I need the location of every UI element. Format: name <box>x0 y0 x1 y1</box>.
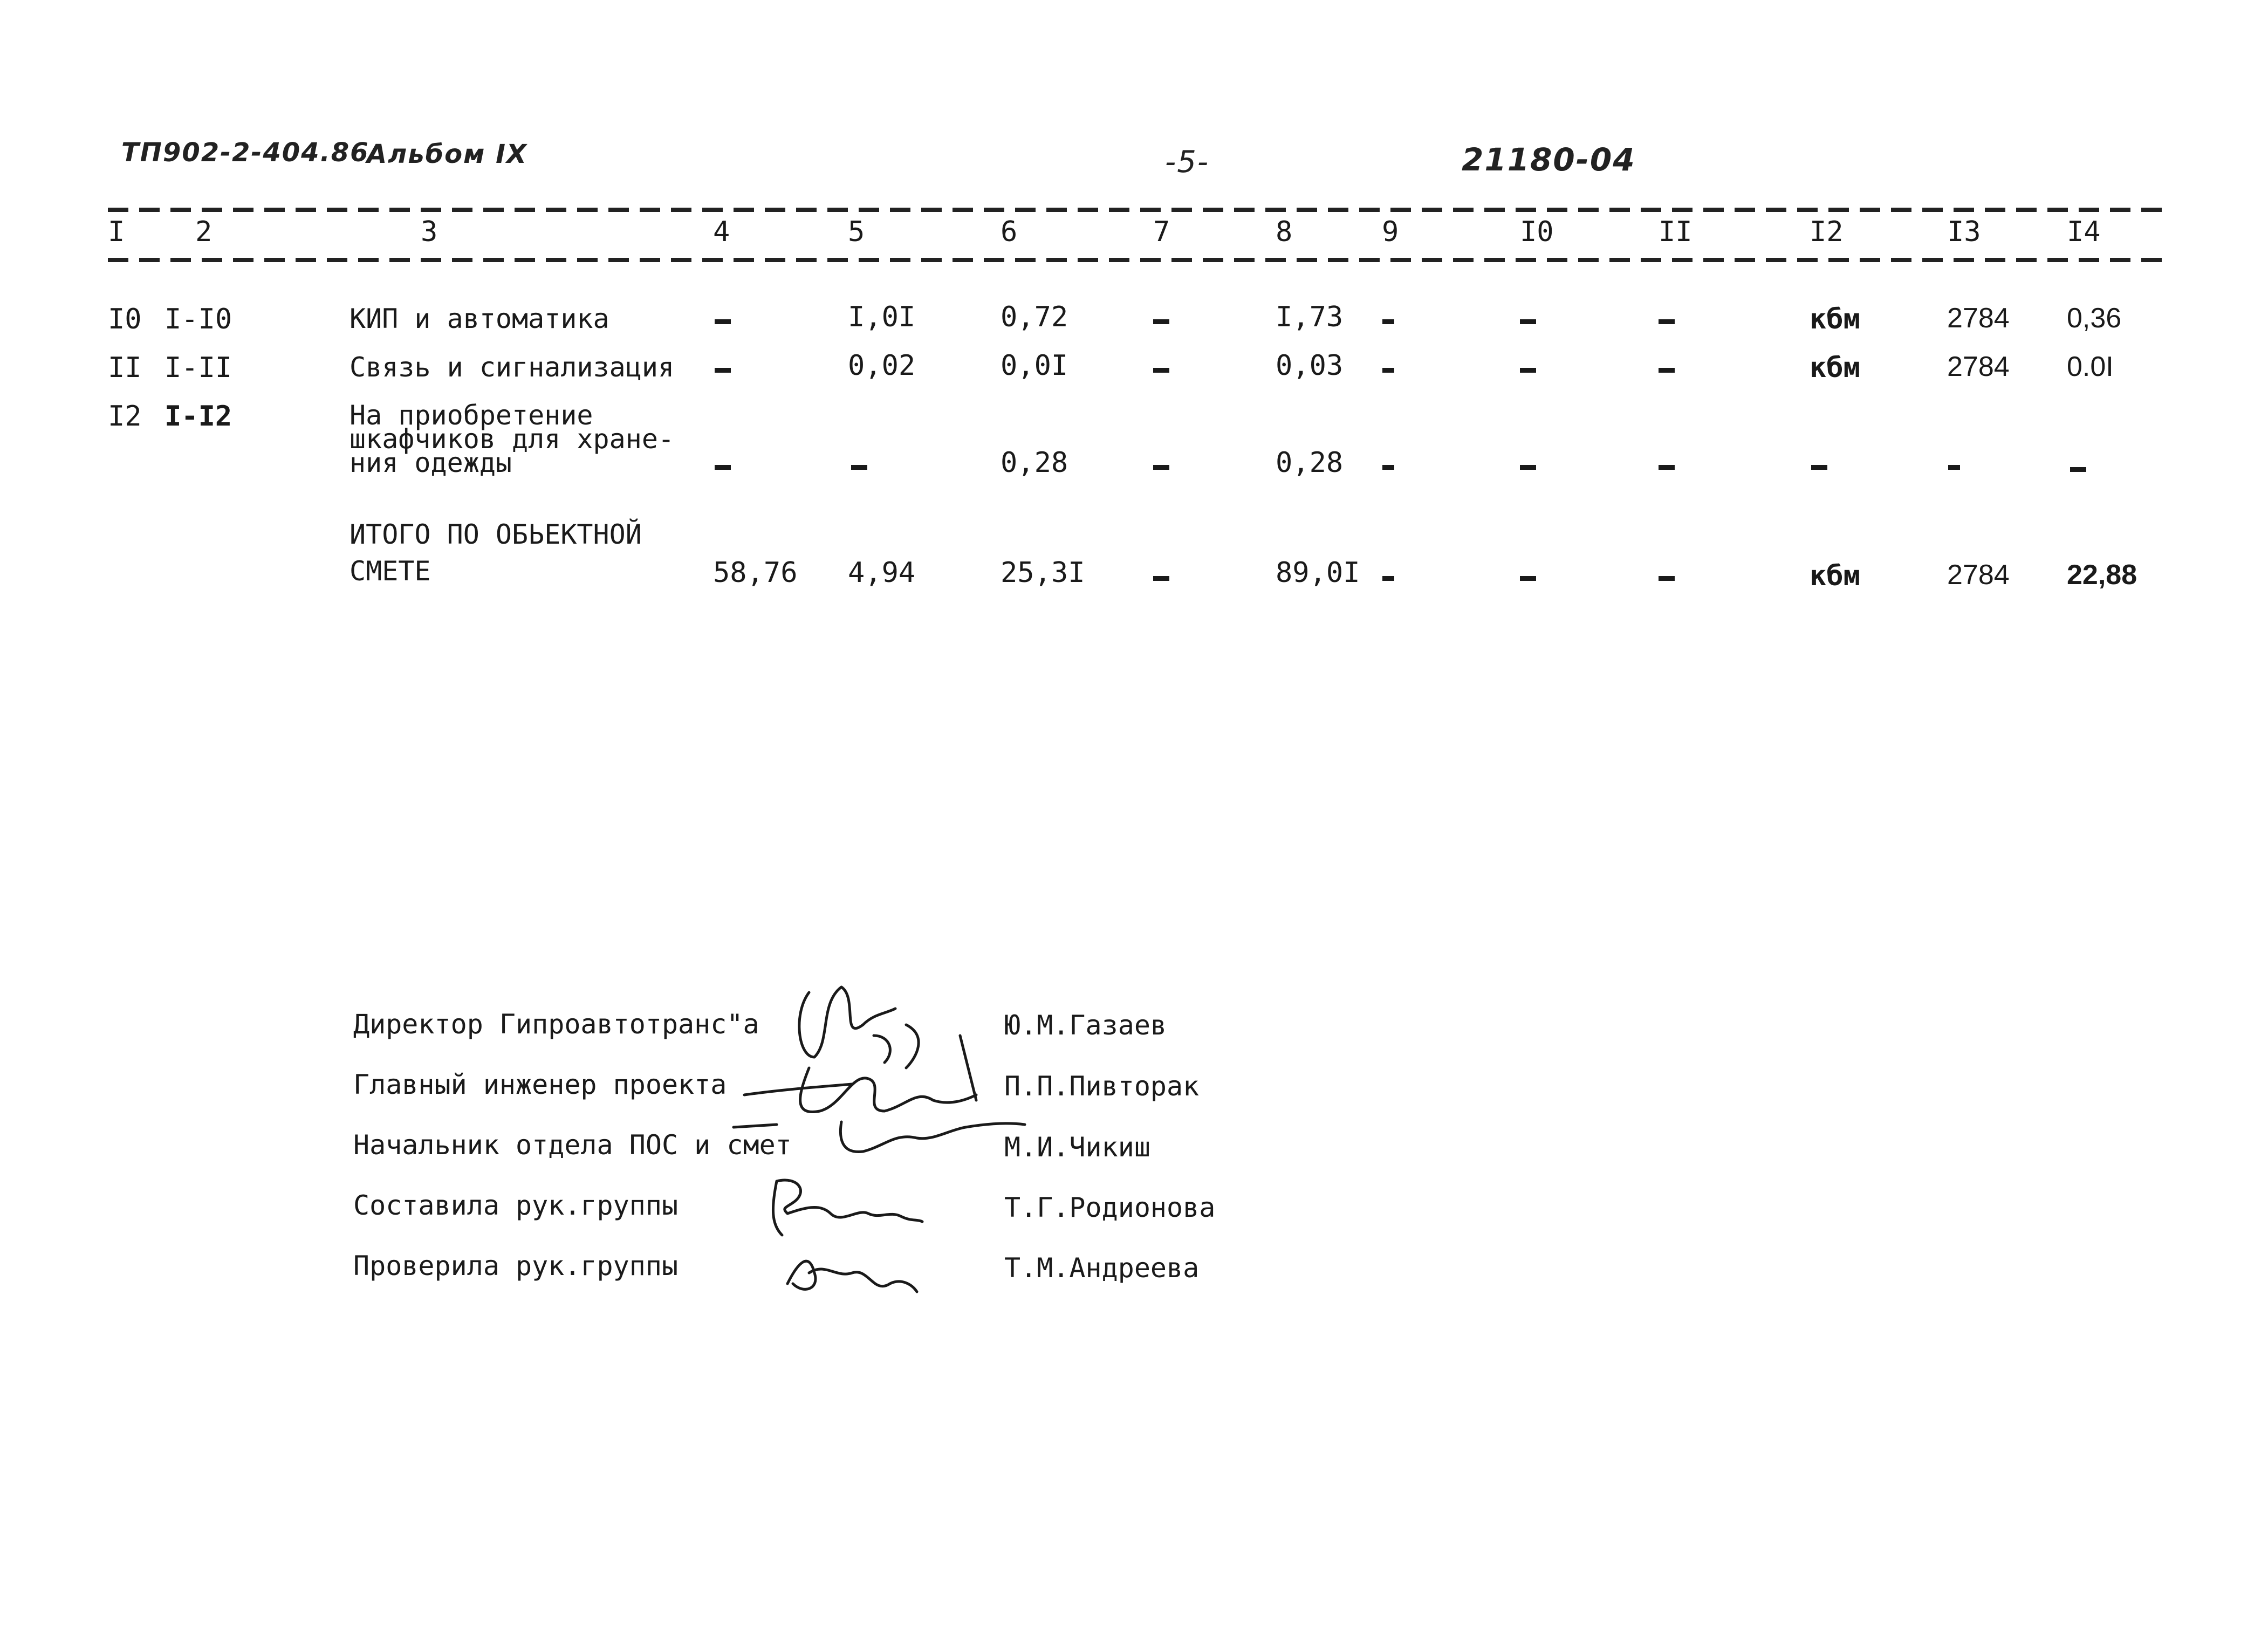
signer-role-checked-by: Проверила рук.группы <box>353 1250 679 1282</box>
row-col8: 0,28 <box>1276 447 1344 479</box>
total-col8: 89,0I <box>1276 557 1360 589</box>
row-col5: I,0I <box>848 301 916 333</box>
total-col12: кбм <box>1810 560 1860 592</box>
row-code: I-I2 <box>165 400 232 433</box>
col-header-2: 2 <box>195 216 213 248</box>
col-header-4: 4 <box>713 216 730 248</box>
row-name: На приобретение шкафчиков для хране- ния одежды <box>350 400 675 478</box>
signer-name-checked-by: Т.М.Андреева <box>1004 1252 1200 1284</box>
row-col6: 0,72 <box>1001 301 1068 333</box>
row-col6: 0,28 <box>1001 447 1068 479</box>
col-header-10: I0 <box>1520 216 1554 248</box>
signer-name-department-head: М.И.Чикиш <box>1004 1132 1150 1163</box>
signer-name-director: Ю.М.Газаев <box>1004 1010 1167 1041</box>
total-col14: 22,88 <box>2067 559 2137 591</box>
project-code: ТП902-2-404.86 <box>121 138 369 168</box>
row-col12: кбм <box>1810 303 1860 335</box>
signature-chief-engineer <box>744 1036 976 1112</box>
row-col14: 0.0I <box>2067 351 2114 382</box>
row-code: I-I0 <box>165 303 232 335</box>
col-header-8: 8 <box>1276 216 1293 248</box>
document-number: 21180-04 <box>1462 141 1636 178</box>
total-col4: 58,76 <box>713 557 798 589</box>
col-header-9: 9 <box>1382 216 1399 248</box>
signature-director <box>799 987 919 1068</box>
row-number: I0 <box>108 303 142 335</box>
row-number: II <box>108 352 142 384</box>
col-header-3: 3 <box>421 216 438 248</box>
row-col6: 0,0I <box>1001 350 1068 382</box>
signer-name-compiled-by: Т.Г.Родионова <box>1004 1192 1216 1223</box>
row-number: I2 <box>108 400 142 433</box>
row-col8: 0,03 <box>1276 350 1344 382</box>
signature-compiled-by <box>773 1180 922 1235</box>
col-header-14: I4 <box>2067 216 2101 248</box>
row-col13: 2784 <box>1947 351 2010 382</box>
album-label: Альбом IX <box>367 139 527 169</box>
col-header-7: 7 <box>1153 216 1170 248</box>
col-header-5: 5 <box>848 216 865 248</box>
signature-checked-by <box>787 1261 917 1292</box>
col-header-1: I <box>108 216 125 248</box>
signer-role-chief-engineer: Главный инженер проекта <box>353 1069 727 1100</box>
row-col14: 0,36 <box>2067 303 2122 334</box>
total-col5: 4,94 <box>848 557 916 589</box>
row-col12: кбм <box>1810 352 1860 384</box>
signer-role-director: Директор Гипроавтотранс"а <box>353 1009 759 1040</box>
row-col8: I,73 <box>1276 301 1344 333</box>
total-label-line2: СМЕТЕ <box>350 556 431 587</box>
row-name: КИП и автоматика <box>350 303 609 334</box>
page-number: -5- <box>1165 145 1210 180</box>
row-name: Связь и сигнализация <box>350 352 675 383</box>
col-header-11: II <box>1659 216 1693 248</box>
row-col13: 2784 <box>1947 303 2010 334</box>
total-col6: 25,3I <box>1001 557 1085 589</box>
signer-role-compiled-by: Составила рук.группы <box>353 1190 679 1221</box>
total-label-line1: ИТОГО ПО ОБЬЕКТНОЙ <box>350 519 642 550</box>
signature-department-head <box>734 1122 1025 1152</box>
col-header-13: I3 <box>1947 216 1981 248</box>
col-header-12: I2 <box>1810 216 1844 248</box>
col-header-6: 6 <box>1001 216 1018 248</box>
total-col13: 2784 <box>1947 559 2010 591</box>
row-col5: 0,02 <box>848 350 916 382</box>
signer-name-chief-engineer: П.П.Пивторак <box>1004 1071 1200 1102</box>
signer-role-department-head: Начальник отдела ПОС и смет <box>353 1129 792 1161</box>
row-code: I-II <box>165 352 232 384</box>
